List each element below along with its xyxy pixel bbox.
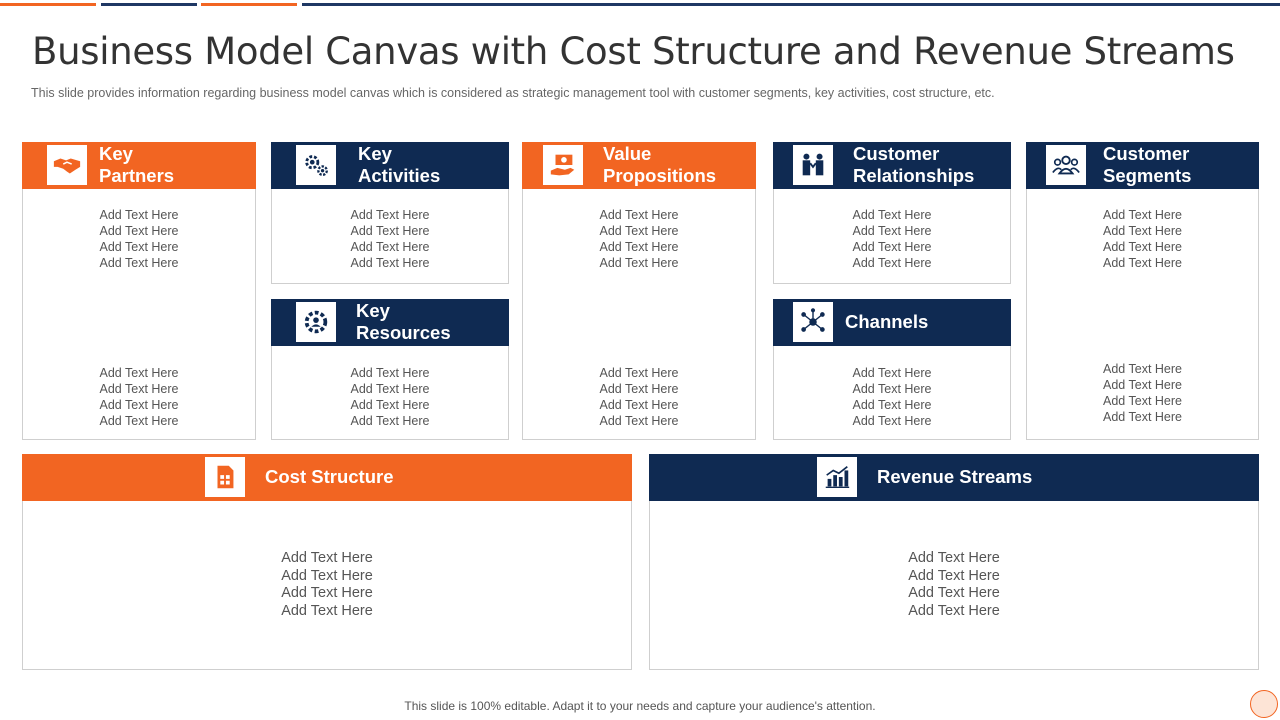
placeholder-text: Add Text Here [852, 414, 932, 428]
cost-structure-header [22, 454, 632, 501]
value-propositions-title: Value Propositions [603, 143, 717, 186]
placeholder-text: Add Text Here [99, 224, 179, 238]
placeholder-text: Add Text Here [350, 382, 430, 396]
customer-segments-title: Customer Segments [1103, 143, 1192, 186]
gears-icon [296, 145, 336, 185]
placeholder-text: Add Text Here [1103, 224, 1182, 238]
placeholder-text: Add Text Here [1103, 256, 1182, 270]
placeholder-text: Add Text Here [350, 256, 430, 270]
customer-relationships-text [773, 207, 1011, 271]
key-partners-title: Key Partners [99, 143, 175, 186]
revenue-streams-text [649, 550, 1259, 621]
placeholder-text: Add Text Here [99, 382, 179, 396]
calculator-icon [205, 457, 245, 497]
placeholder-text: Add Text Here [852, 382, 932, 396]
placeholder-text: Add Text Here [852, 366, 932, 380]
key-activities-title: Key Activities [358, 143, 441, 186]
slide-footer: This slide is 100% editable. Adapt it to your needs and capture your audience's attention. [404, 699, 876, 713]
placeholder-text: Add Text Here [908, 550, 1000, 566]
slide-title: Business Model Canvas with Cost Structure and Revenue Streams [32, 30, 1235, 73]
placeholder-text: Add Text Here [599, 224, 679, 238]
placeholder-text: Add Text Here [908, 585, 1000, 602]
top-accent-bar [0, 3, 96, 6]
customer-segments-text-top [1026, 207, 1259, 271]
placeholder-text: Add Text Here [852, 224, 932, 238]
channels-header [773, 299, 1011, 346]
placeholder-text: Add Text Here [1103, 378, 1182, 392]
placeholder-text: Add Text Here [99, 256, 179, 270]
network-icon [793, 302, 833, 342]
key-resources-title: Key Resources [356, 300, 451, 343]
placeholder-text: Add Text Here [599, 256, 679, 270]
placeholder-text: Add Text Here [852, 256, 932, 270]
customer-relationships-header [773, 142, 1011, 189]
key-activities-text [271, 207, 509, 271]
key-partners-text-top [22, 207, 256, 271]
placeholder-text: Add Text Here [350, 414, 430, 428]
placeholder-text: Add Text Here [281, 550, 373, 566]
channels-text [773, 365, 1011, 429]
key-resources-header [271, 299, 509, 346]
placeholder-text: Add Text Here [599, 414, 679, 428]
placeholder-text: Add Text Here [99, 398, 179, 412]
key-partners-text-bottom [22, 365, 256, 429]
placeholder-text: Add Text Here [281, 603, 373, 620]
placeholder-text: Add Text Here [281, 585, 373, 602]
key-partners-header [22, 142, 256, 189]
value-propositions-text-bottom [522, 365, 756, 429]
slide-subtitle: This slide provides information regarding business model canvas which is considered as strategic management tool with customer segments, key activities, cost structure, etc. [31, 86, 995, 100]
placeholder-text: Add Text Here [99, 208, 179, 222]
placeholder-text: Add Text Here [599, 208, 679, 222]
bar-chart-icon [817, 457, 857, 497]
top-accent-bar [201, 3, 297, 6]
decorative-circle [1250, 690, 1278, 718]
placeholder-text: Add Text Here [1103, 362, 1182, 376]
revenue-streams-header [649, 454, 1259, 501]
placeholder-text: Add Text Here [99, 414, 179, 428]
placeholder-text: Add Text Here [350, 240, 430, 254]
gear-person-icon [296, 302, 336, 342]
placeholder-text: Add Text Here [1103, 410, 1182, 424]
placeholder-text: Add Text Here [599, 398, 679, 412]
money-hand-icon [543, 145, 583, 185]
key-activities-header [271, 142, 509, 189]
placeholder-text: Add Text Here [1103, 240, 1182, 254]
channels-title: Channels [845, 311, 929, 332]
top-accent-bar [302, 3, 1280, 6]
top-accent-bar [101, 3, 197, 6]
placeholder-text: Add Text Here [852, 398, 932, 412]
placeholder-text: Add Text Here [1103, 394, 1182, 408]
cost-structure-title: Cost Structure [265, 466, 394, 487]
placeholder-text: Add Text Here [1103, 208, 1182, 222]
placeholder-text: Add Text Here [852, 208, 932, 222]
placeholder-text: Add Text Here [599, 366, 679, 380]
placeholder-text: Add Text Here [599, 240, 679, 254]
placeholder-text: Add Text Here [350, 366, 430, 380]
placeholder-text: Add Text Here [99, 366, 179, 380]
placeholder-text: Add Text Here [281, 567, 373, 584]
people-meeting-icon [793, 145, 833, 185]
key-resources-text [271, 365, 509, 429]
cost-structure-text [22, 550, 632, 621]
group-icon [1046, 145, 1086, 185]
customer-segments-text-bottom [1026, 361, 1259, 425]
placeholder-text: Add Text Here [350, 224, 430, 238]
placeholder-text: Add Text Here [908, 567, 1000, 584]
customer-segments-header [1026, 142, 1259, 189]
placeholder-text: Add Text Here [908, 603, 1000, 620]
placeholder-text: Add Text Here [350, 398, 430, 412]
value-propositions-text-top [522, 207, 756, 271]
placeholder-text: Add Text Here [350, 208, 430, 222]
placeholder-text: Add Text Here [99, 240, 179, 254]
customer-relationships-title: Customer Relationships [853, 143, 975, 186]
placeholder-text: Add Text Here [852, 240, 932, 254]
handshake-icon [47, 145, 87, 185]
revenue-streams-title: Revenue Streams [877, 466, 1033, 487]
placeholder-text: Add Text Here [599, 382, 679, 396]
value-propositions-header [522, 142, 756, 189]
